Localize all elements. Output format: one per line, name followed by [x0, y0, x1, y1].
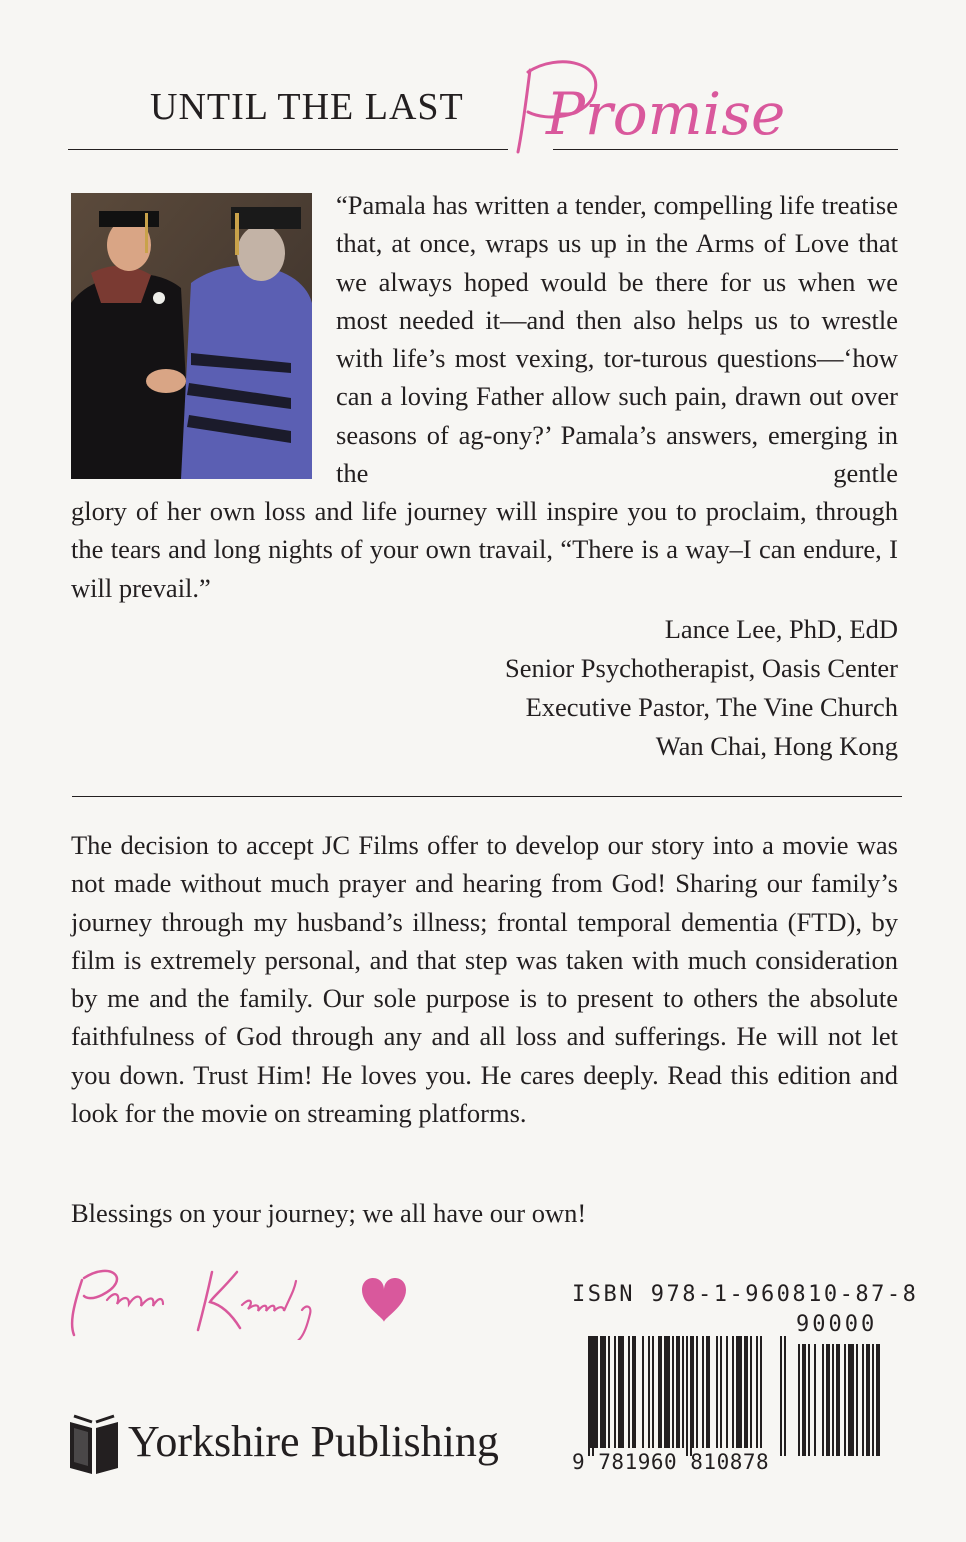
section-divider: [72, 796, 902, 797]
ean-digits: 9 781960 810878: [572, 1450, 770, 1474]
author-signature: [62, 1250, 442, 1340]
header-rule-left: [68, 149, 508, 150]
attribution-role-2: Executive Pastor, The Vine Church: [525, 692, 898, 722]
price-code-text: 90000: [796, 1312, 878, 1337]
attribution-name: Lance Lee, PhD, EdD: [664, 614, 898, 644]
publisher-name: Yorkshire Publishing: [128, 1417, 499, 1466]
attribution-role-1: Senior Psychotherapist, Oasis Center: [504, 653, 898, 683]
publisher-logo: [66, 1412, 536, 1482]
header-rule-right: [553, 149, 898, 150]
isbn-text: ISBN 978-1-960810-87-8: [572, 1282, 919, 1307]
title-until-the-last: UNTIL THE LAST: [150, 86, 464, 128]
isbn-barcode: [570, 1282, 919, 1482]
open-book-icon: [66, 1412, 122, 1478]
heart-icon: [362, 1278, 406, 1322]
title-promise-text: Promise: [546, 80, 786, 148]
title-promise-script: [498, 52, 838, 162]
blessing-line: Blessings on your journey; we all have our own!: [71, 1198, 587, 1228]
endorsement-quote-top: “Pamala has written a tender, compelling life treatise that, at once, wraps us up in the Arms of Love that we always hoped would be there for us when we most needed it—and then also helps us to wrestle with life’s most vexing, tor-turous questions—‘how can a loving Father allow such pain, drawn out over seasons of ag-ony?’ Pamala’s answers, emerging in the gentle: [336, 190, 898, 489]
author-statement: The decision to accept JC Films offer to develop our story into a movie was not made without much prayer and hearing from God! Sharing our family’s journey through my husband’s illness; frontal temporal dementia (FTD), by film is extremely personal, and that step was taken with much consideration by me and the family. Our sole purpose is to present to others the absolute faithfulness of God through any and all loss and sufferings. He will not let you down. Trust Him! He loves you. He cares deeply. Read this edition and look for the movie on streaming platforms.: [71, 830, 898, 1129]
endorsement-quote-bottom: glory of her own loss and life journey will inspire you to proclaim, through the tears and long nights of your own travail, “There is a way–I can endure, I will prevail.”: [71, 496, 898, 603]
graduation-photo: [71, 193, 312, 479]
attribution-location: Wan Chai, Hong Kong: [655, 731, 898, 761]
endorsement-attribution: [298, 610, 898, 766]
